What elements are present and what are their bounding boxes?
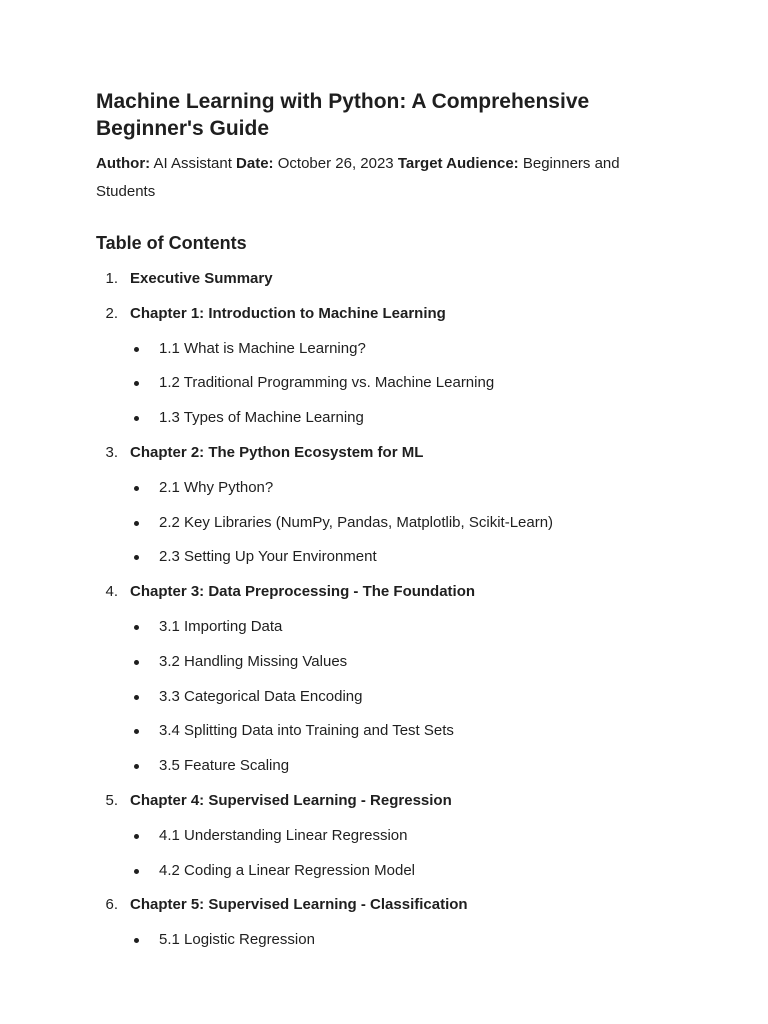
toc-subsection-label: 1.3 Types of Machine Learning	[159, 409, 364, 426]
bullet-icon	[134, 521, 139, 526]
bullet-icon	[134, 555, 139, 560]
toc-chapter-title: Chapter 2: The Python Ecosystem for ML	[130, 444, 424, 461]
toc-subsection-label: 3.3 Categorical Data Encoding	[159, 688, 363, 705]
toc-subsection-item	[96, 861, 656, 881]
toc-subsection-item	[96, 513, 656, 533]
toc-subsection-label: 2.2 Key Libraries (NumPy, Pandas, Matplotlib, Scikit-Learn)	[159, 514, 554, 531]
toc-subsection-item	[96, 339, 656, 359]
toc-subsection-label: 3.1 Importing Data	[159, 618, 283, 635]
toc-chapter-item	[96, 791, 452, 811]
toc-subsection-label: 4.2 Coding a Linear Regression Model	[159, 862, 415, 879]
toc-subsection-item	[96, 652, 656, 672]
author-value: AI Assistant	[153, 155, 232, 172]
bullet-icon	[134, 869, 139, 874]
toc-chapter-item	[96, 269, 273, 289]
toc-subsection-label: 3.4 Splitting Data into Training and Test Sets	[159, 722, 454, 739]
toc-chapter-number: 2.	[105, 305, 118, 322]
audience-value: Beginners and Students	[96, 155, 620, 200]
toc-subsection-item	[96, 721, 656, 741]
toc-chapter-number: 6.	[105, 896, 118, 913]
toc-chapter-item	[96, 443, 423, 463]
toc-subsection-label: 5.1 Logistic Regression	[159, 931, 315, 948]
bullet-icon	[134, 486, 139, 491]
toc-chapter-number: 5.	[105, 792, 118, 809]
toc-subsection-label: 2.1 Why Python?	[159, 479, 274, 496]
toc-subsection-item	[96, 756, 656, 776]
toc-subsection-item	[96, 687, 656, 707]
bullet-icon	[134, 625, 139, 630]
bullet-icon	[134, 834, 139, 839]
audience-label: Target Audience:	[397, 155, 519, 172]
toc-subsection-label: 1.1 What is Machine Learning?	[159, 340, 366, 357]
toc-chapter-number: 4.	[105, 583, 118, 600]
document-meta	[96, 150, 656, 206]
date-label: Date:	[236, 155, 274, 172]
document-title: Machine Learning with Python: A Comprehensive Beginner's Guide	[96, 90, 590, 140]
toc-chapter-title: Executive Summary	[130, 270, 273, 287]
bullet-icon	[134, 695, 139, 700]
toc-subsection-item	[96, 478, 656, 498]
toc-chapter-item	[96, 304, 446, 324]
toc-subsection-label: 1.2 Traditional Programming vs. Machine Learning	[159, 374, 495, 391]
bullet-icon	[134, 416, 139, 421]
toc-chapter-number: 3.	[105, 444, 118, 461]
bullet-icon	[134, 764, 139, 769]
bullet-icon	[134, 938, 139, 943]
toc-subsection-item	[96, 826, 656, 846]
toc-subsection-item	[96, 617, 656, 637]
bullet-icon	[134, 381, 139, 386]
toc-chapter-title: Chapter 3: Data Preprocessing - The Foundation	[130, 583, 476, 600]
toc-subsection-label: 2.3 Setting Up Your Environment	[159, 548, 377, 565]
toc-chapter-title: Chapter 5: Supervised Learning - Classification	[130, 896, 468, 913]
toc-chapter-title: Chapter 4: Supervised Learning - Regression	[130, 792, 452, 809]
toc-subsection-item	[96, 930, 656, 950]
toc-subsection-label: 3.5 Feature Scaling	[159, 757, 290, 774]
toc-subsection-item	[96, 408, 656, 428]
toc-subsection-item	[96, 373, 656, 393]
toc-chapter-number: 1.	[105, 270, 118, 287]
bullet-icon	[134, 660, 139, 665]
bullet-icon	[134, 347, 139, 352]
bullet-icon	[134, 729, 139, 734]
toc-chapter-item	[96, 582, 475, 602]
toc-chapter-title: Chapter 1: Introduction to Machine Learning	[130, 305, 446, 322]
toc-subsection-item	[96, 547, 656, 567]
toc-chapter-item	[96, 895, 468, 915]
toc-subsection-label: 3.2 Handling Missing Values	[159, 653, 348, 670]
toc-heading: Table of Contents	[96, 233, 247, 253]
toc-subsection-label: 4.1 Understanding Linear Regression	[159, 827, 408, 844]
date-value: October 26, 2023	[277, 155, 394, 172]
author-label: Author:	[96, 155, 151, 172]
